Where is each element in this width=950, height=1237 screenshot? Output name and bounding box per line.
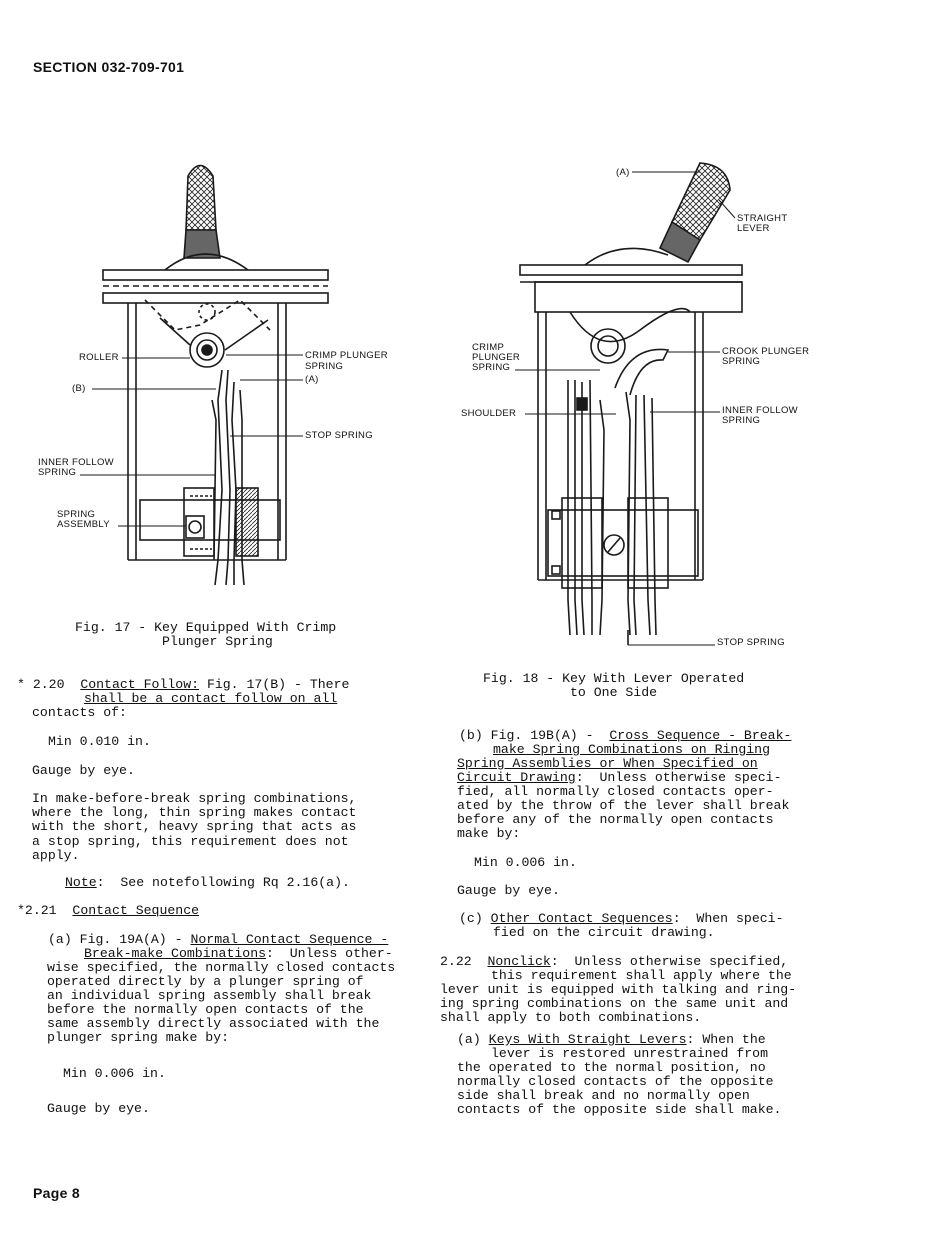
para-ka-line-4: normally closed contacts of the opposite	[457, 1074, 774, 1089]
gauge-2: Gauge by eye.	[47, 1101, 150, 1116]
para-2-22-line-5: shall apply to both combinations.	[440, 1010, 702, 1025]
fig18-label-crook-2: SPRING	[722, 356, 761, 367]
para-2-21a-line-4: operated directly by a plunger spring of	[47, 974, 364, 989]
page-number: Page 8	[33, 1185, 80, 1201]
fig17-label-spring-2: ASSEMBLY	[57, 519, 110, 530]
fig17-label-inner-2: SPRING	[38, 467, 77, 478]
para-2-22-line-3: lever unit is equipped with talking and ring-	[440, 982, 797, 997]
note-line: Note: See notefollowing Rq 2.16(a).	[65, 875, 350, 890]
para-2-22-line-1: 2.22 Nonclick: Unless otherwise specified,	[440, 954, 789, 969]
fig17-label-b: (B)	[72, 383, 86, 394]
fig18-caption-line-2: to One Side	[570, 685, 658, 700]
para-b-line-4: Circuit Drawing: Unless otherwise speci-	[457, 770, 782, 785]
para-2-21a-line-8: plunger spring make by:	[47, 1030, 230, 1045]
min-value-2: Min 0.006 in.	[63, 1066, 166, 1081]
fig18-label-a: (A)	[616, 167, 630, 178]
para-b-line-3: Spring Assemblies or When Specified on	[457, 756, 758, 771]
fig17-caption-line-2: Plunger Spring	[162, 634, 273, 649]
para-b-line-7: before any of the normally open contacts	[457, 812, 774, 827]
fig17-label-stop: STOP SPRING	[305, 430, 373, 441]
fig17-label-a: (A)	[305, 374, 319, 385]
para-2-21a-line-5: an individual spring assembly shall break	[47, 988, 372, 1003]
min-value-3: Min 0.006 in.	[474, 855, 577, 870]
para-2-22-line-2: this requirement shall apply where the	[491, 968, 792, 983]
fig18-label-inner-1: INNER FOLLOW	[722, 405, 798, 416]
fig18-caption-line-1: Fig. 18 - Key With Lever Operated	[483, 671, 745, 686]
fig18-label-crook-1: CROOK PLUNGER	[722, 346, 810, 357]
fig18-label-straight-2: LEVER	[737, 223, 770, 234]
section-header: SECTION 032-709-701	[33, 59, 185, 75]
make-before-break-para: In make-before-break spring combinations, where the long, thin spring makes contact with the short, heavy spring that acts as a stop spring, this requirement does not apply.	[32, 791, 357, 863]
fig18-label-shoulder: SHOULDER	[461, 408, 517, 419]
fig17-label-crimp-2: SPRING	[305, 361, 344, 372]
para-2-21-heading: *2.21 Contact Sequence	[17, 903, 200, 918]
min-value-1: Min 0.010 in.	[48, 734, 151, 749]
para-ka-line-1: (a) Keys With Straight Levers: When the	[457, 1032, 766, 1047]
fig18-label-crimp-1: CRIMP	[472, 342, 505, 353]
para-b-line-2: make Spring Combinations on Ringing	[493, 742, 770, 757]
fig18-label-stop: STOP SPRING	[717, 637, 785, 648]
para-2-21a-line-7: same assembly directly associated with the	[47, 1016, 380, 1031]
gauge-3: Gauge by eye.	[457, 883, 560, 898]
fig18-label-straight-1: STRAIGHT	[737, 213, 788, 224]
fig18-label-inner-2: SPRING	[722, 415, 761, 426]
fig17-caption-line-1: Fig. 17 - Key Equipped With Crimp	[75, 620, 337, 635]
para-ka-line-5: side shall break and no normally open	[457, 1088, 750, 1103]
para-b-line-6: ated by the throw of the lever shall break	[457, 798, 790, 813]
para-b-line-5: fied, all normally closed contacts oper-	[457, 784, 774, 799]
para-2-20-line-3: contacts of:	[32, 705, 127, 720]
para-ka-line-3: the operated to the normal position, no	[457, 1060, 766, 1075]
fig18-label-crimp-3: SPRING	[472, 362, 511, 373]
para-2-20-line-2: shall be a contact follow on all	[84, 691, 338, 706]
para-c-line-1: (c) Other Contact Sequences: When speci-	[459, 911, 784, 926]
para-c-line-2: fied on the circuit drawing.	[493, 925, 715, 940]
fig17-label-inner-1: INNER FOLLOW	[38, 457, 114, 468]
fig18-label-crimp-2: PLUNGER	[472, 352, 521, 363]
para-2-20-line-1: * 2.20 Contact Follow: Fig. 17(B) - There	[17, 677, 350, 692]
para-ka-line-2: lever is restored unrestrained from	[491, 1046, 768, 1061]
para-2-21a-line-3: wise specified, the normally closed contacts	[47, 960, 396, 975]
fig17-label-roller: ROLLER	[79, 352, 119, 363]
para-2-22-line-4: ing spring combinations on the same unit and	[440, 996, 789, 1011]
fig17-label-spring-1: SPRING	[57, 509, 96, 520]
para-b-line-8: make by:	[457, 826, 521, 841]
gauge-1: Gauge by eye.	[32, 763, 135, 778]
para-2-21a-line-6: before the normally open contacts of the	[47, 1002, 364, 1017]
para-b-line-1: (b) Fig. 19B(A) - Cross Sequence - Break-	[459, 728, 792, 743]
para-2-21a-line-1: (a) Fig. 19A(A) - Normal Contact Sequence -	[48, 932, 389, 947]
fig17-label-crimp-1: CRIMP PLUNGER	[305, 350, 388, 361]
para-2-21a-line-2: Break-make Combinations: Unless other-	[84, 946, 393, 961]
para-ka-line-6: contacts of the opposite side shall make.	[457, 1102, 782, 1117]
